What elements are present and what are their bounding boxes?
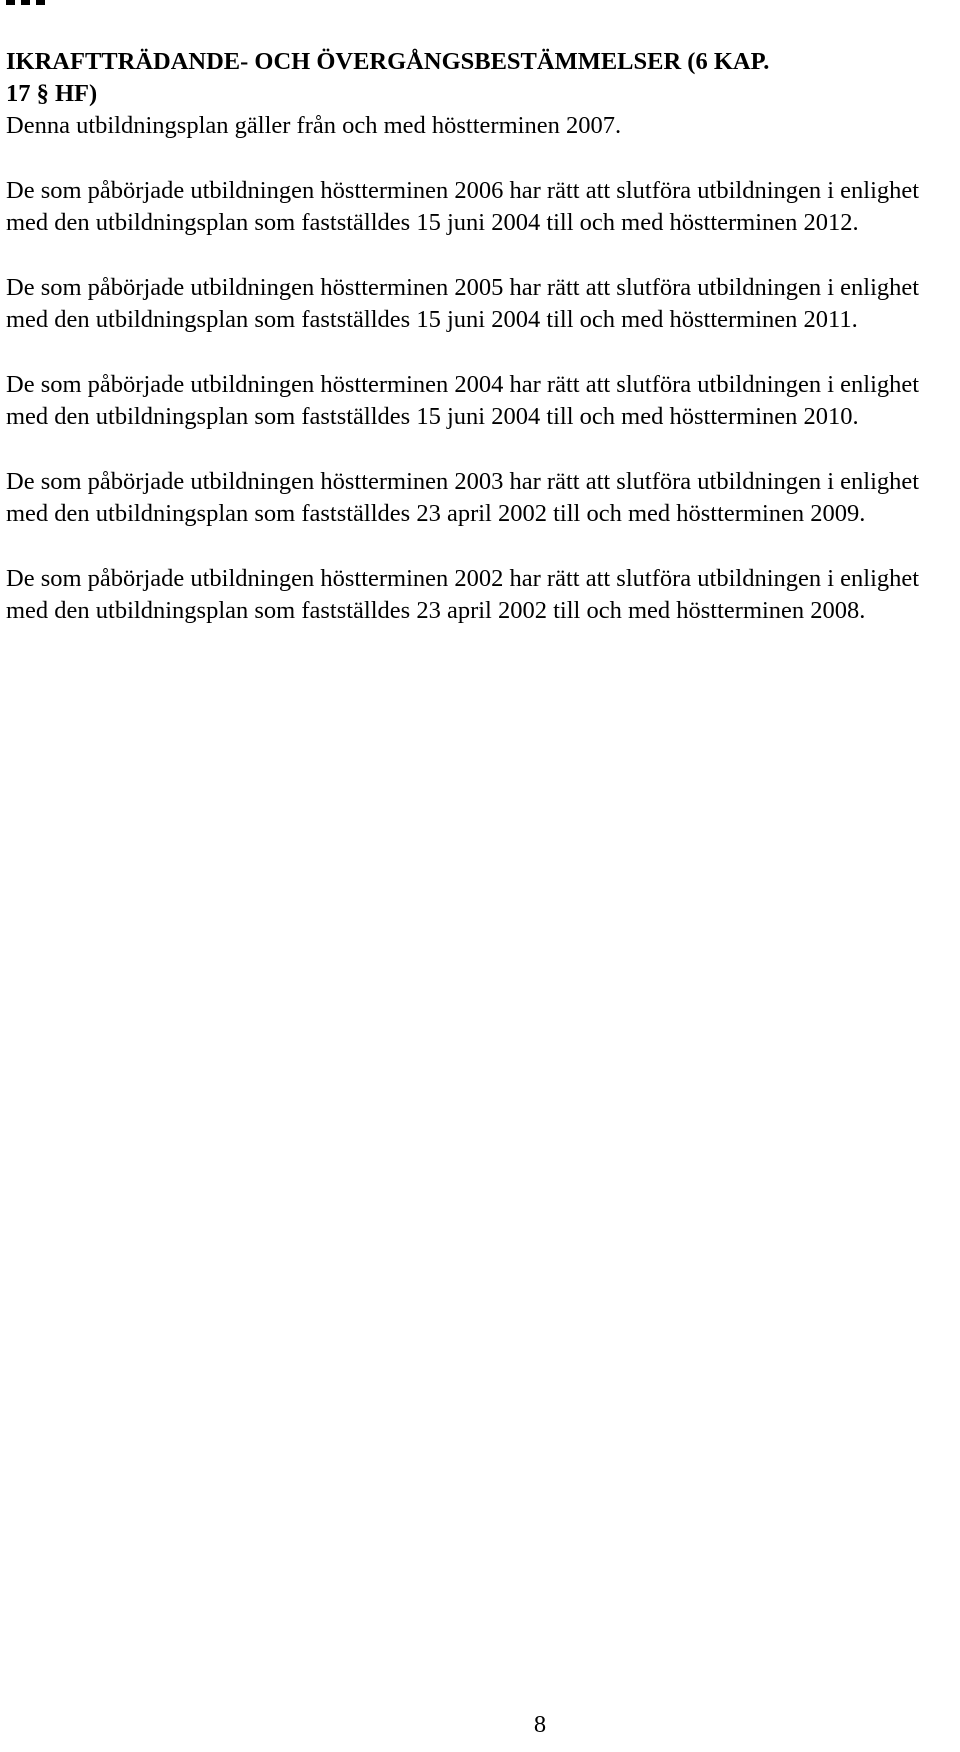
- paragraph-2003: De som påbörjade utbildningen höstterminen 2003 har rätt att slutföra utbildningen i enlighet med den utbildningsplan som fastställdes 23 april 2002 till och med höstterminen 2009.: [6, 467, 920, 527]
- document-body: [6, 46, 956, 628]
- page-number: 8: [533, 1711, 547, 1738]
- paragraph-2005: De som påbörjade utbildningen höstterminen 2005 har rätt att slutföra utbildningen i enlighet med den utbildningsplan som fastställdes 15 juni 2004 till och med höstterminen 2011.: [6, 273, 920, 333]
- paragraph-2004: De som påbörjade utbildningen höstterminen 2004 har rätt att slutföra utbildningen i enlighet med den utbildningsplan som fastställdes 15 juni 2004 till och med höstterminen 2010.: [6, 370, 920, 430]
- paragraph-2006: De som påbörjade utbildningen höstterminen 2006 har rätt att slutföra utbildningen i enlighet med den utbildningsplan som fastställdes 15 juni 2004 till och med höstterminen 2012.: [6, 176, 920, 236]
- top-mark: [21, 0, 30, 5]
- heading-line-2: 17 § HF): [6, 80, 98, 107]
- section-heading: [6, 46, 956, 110]
- heading-line-1: IKRAFTTRÄDANDE- OCH ÖVERGÅNGSBESTÄMMELSER (6 KAP.: [6, 48, 770, 75]
- top-mark: [36, 0, 45, 5]
- top-mark: [6, 0, 15, 5]
- paragraph-2002: De som påbörjade utbildningen höstterminen 2002 har rätt att slutföra utbildningen i enlighet med den utbildningsplan som fastställdes 23 april 2002 till och med höstterminen 2008.: [6, 564, 920, 624]
- intro-paragraph: Denna utbildningsplan gäller från och med höstterminen 2007.: [6, 112, 622, 139]
- page-top-marks: [6, 0, 45, 5]
